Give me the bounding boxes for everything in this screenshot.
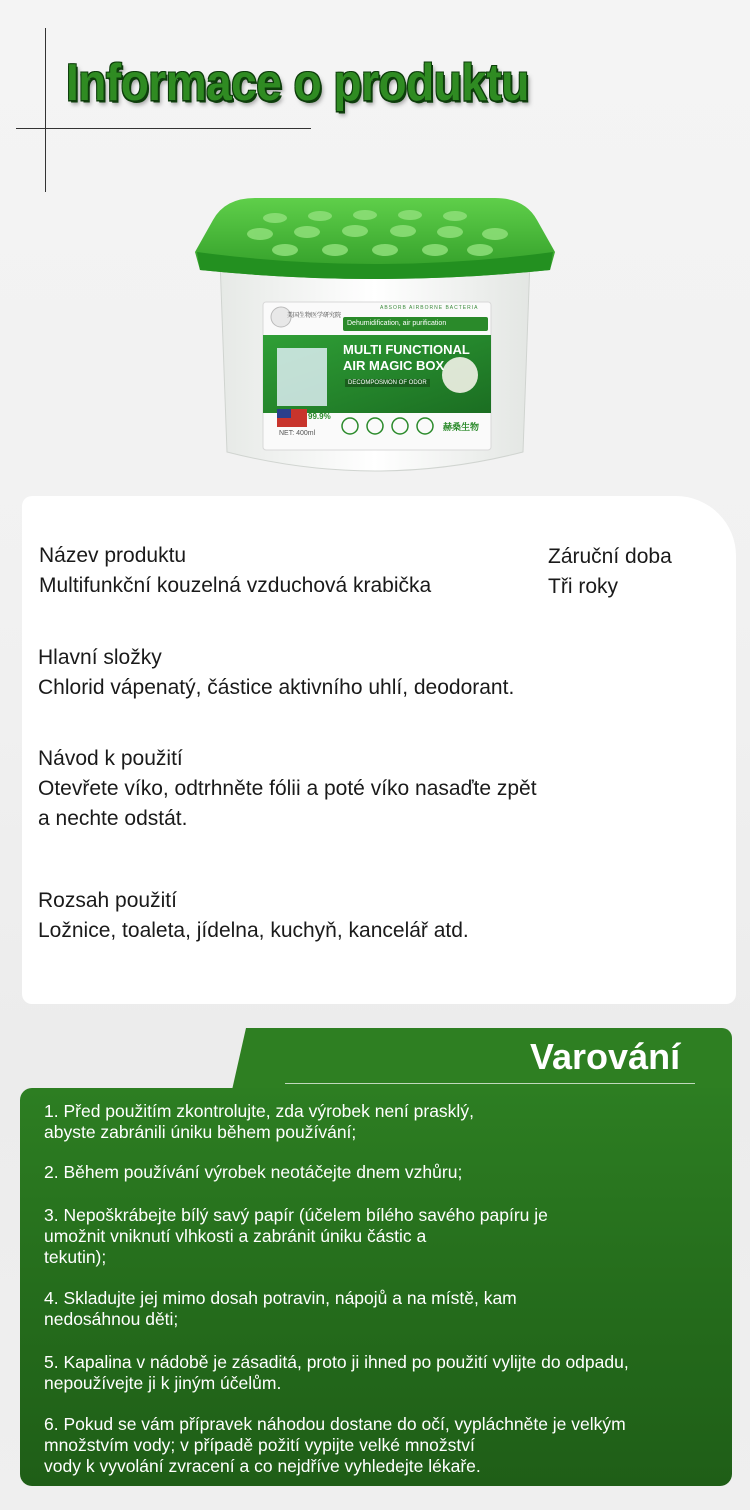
warning-item-line: 4. Skladujte jej mimo dosah potravin, nápojů a na místě, kam [44,1288,517,1308]
product-name-field [39,541,431,601]
warning-item-5 [44,1352,629,1394]
warning-item-2 [44,1162,462,1183]
decorative-vertical-line [45,28,46,192]
warning-item-line: umožnit vniknutí vlhkosti a zabránit úniku částic a [44,1226,427,1246]
warning-item-line: nepoužívejte ji k jiným účelům. [44,1373,282,1393]
product-name-line2: AIR MAGIC BOX [343,358,445,373]
warning-item-6 [44,1414,626,1477]
product-name-label: Název produktu [39,544,187,567]
warning-item-line: 6. Pokud se vám přípravek náhodou dostane do očí, vypláchněte je velkým [44,1414,626,1434]
warranty-field [548,542,672,602]
product-name-line1: MULTI FUNCTIONAL [343,342,470,357]
warning-item-line: 3. Nepoškrábejte bílý savý papír (účelem bílého savého papíru je [44,1205,548,1225]
warning-item-line: abyste zabránili úniku během používání; [44,1122,357,1142]
product-info-card [22,496,736,1004]
product-top-text: ABSORB AIRBORNE BACTERIA [380,305,479,311]
ingredients-value: Chlorid vápenatý, částice aktivního uhlí, deodorant. [38,676,515,699]
product-image [185,190,565,490]
warning-item-1 [44,1101,474,1143]
product-brand: 赫桑生物 [443,422,480,432]
warning-divider [285,1083,695,1084]
warning-item-line: nedosáhnou děti; [44,1309,179,1329]
warning-item-3 [44,1205,548,1268]
page-title: Informace o produktu [66,53,529,112]
scope-field [38,886,469,946]
warranty-label: Záruční doba [548,545,672,568]
warning-item-line: vody k vyvolání zvracení a co nejdříve vyhledejte lékaře. [44,1456,481,1476]
ingredients-label: Hlavní složky [38,646,162,669]
warning-item-line: 5. Kapalina v nádobě je zásaditá, proto ji ihned po použití vylijte do odpadu, [44,1352,629,1372]
warning-item-4 [44,1288,517,1330]
ingredients-field [38,643,514,703]
decorative-horizontal-line [16,128,311,129]
usage-value-line1: Otevřete víko, odtrhněte fólii a poté víko nasaďte zpět [38,777,537,800]
product-name-value: Multifunkční kouzelná vzduchová krabička [39,574,432,597]
usage-value-line2: a nechte odstát. [38,807,188,830]
product-percent: 99.9% [308,412,331,421]
warning-item-line: 2. Během používání výrobek neotáčejte dnem vzhůru; [44,1162,463,1182]
usage-label: Návod k použití [38,747,183,770]
product-box-illustration [185,190,565,490]
usage-field [38,744,537,834]
institute-label: 美国生物医学研究院 [287,313,342,319]
product-sub: DECOMPOSMON OF ODOR [345,379,430,387]
product-banner: Dehumidification, air purification [347,320,447,327]
product-net: NET: 400ml [279,430,316,437]
warning-item-line: tekutin); [44,1247,107,1267]
warning-title: Varování [530,1036,681,1077]
scope-value: Ložnice, toaleta, jídelna, kuchyň, kancelář atd. [38,919,469,942]
warning-item-line: množstvím vody; v případě požití vypijte velké množství [44,1435,475,1455]
scope-label: Rozsah použití [38,889,177,912]
warranty-value: Tři roky [548,575,618,598]
warning-item-line: 1. Před použitím zkontrolujte, zda výrobek není prasklý, [44,1101,474,1121]
